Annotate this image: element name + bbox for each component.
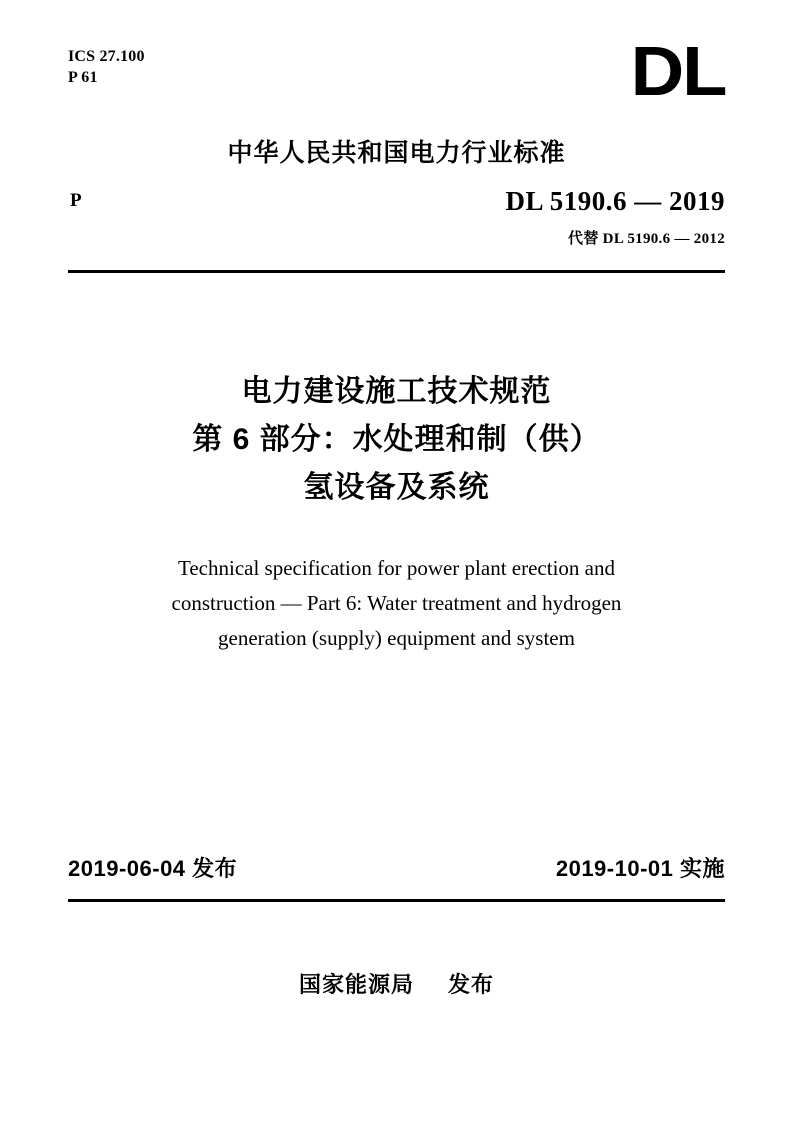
- issue-date: 2019-06-04 发布: [68, 856, 238, 881]
- classification-code: P 61: [68, 69, 98, 86]
- standard-replaces: 代替 DL 5190.6 — 2012: [568, 231, 725, 247]
- title-english: [90, 551, 703, 656]
- standard-number: DL 5190.6 — 2019: [505, 186, 725, 216]
- bottom-divider: [68, 899, 725, 902]
- issuer-name: 国家能源局: [298, 972, 414, 997]
- title-chinese-line-1: 电力建设施工技术规范: [241, 375, 552, 408]
- title-english-line-2: construction — Part 6: Water treatment and hydrogen: [171, 591, 622, 615]
- title-english-line-1: Technical specification for power plant erection and: [177, 556, 615, 580]
- top-divider: [68, 270, 725, 273]
- date-row: [68, 852, 725, 883]
- title-chinese-line-3: 氢设备及系统: [303, 471, 490, 504]
- title-chinese: [0, 368, 793, 512]
- title-english-line-3: generation (supply) equipment and system: [218, 626, 575, 650]
- issuer-action: 发布: [448, 972, 495, 997]
- implementation-date: 2019-10-01 实施: [555, 856, 725, 881]
- p-category-mark: P: [70, 190, 82, 211]
- issuer-line: [0, 968, 793, 999]
- standard-org-line: 中华人民共和国电力行业标准: [227, 139, 566, 167]
- ics-classification-block: [68, 46, 145, 88]
- title-chinese-line-2: 第 6 部分：水处理和制（供）: [192, 423, 601, 456]
- ics-number: ICS 27.100: [68, 48, 145, 65]
- dl-logo: DL: [630, 32, 725, 110]
